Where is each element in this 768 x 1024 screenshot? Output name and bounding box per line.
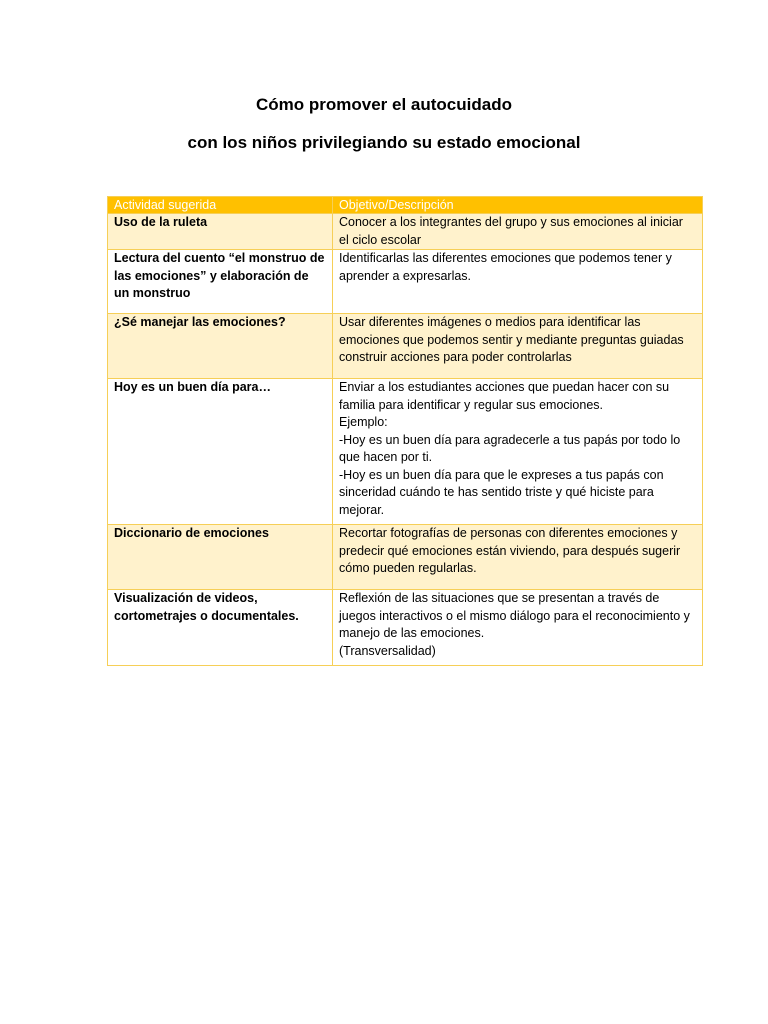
activity-cell: Lectura del cuento “el monstruo de las emociones” y elaboración de un monstruo	[108, 250, 333, 314]
description-text: (Transversalidad)	[339, 643, 436, 658]
description-text: Enviar a los estudiantes acciones que puedan hacer con su familia para identificar y regular sus emociones.	[339, 380, 670, 412]
header-activity: Actividad sugerida	[108, 197, 333, 214]
table-header-row	[108, 197, 703, 214]
table-row	[108, 379, 703, 525]
activity-cell: Visualización de videos, cortometrajes o documentales.	[108, 590, 333, 666]
description-text: Usar diferentes imágenes o medios para identificar las emociones que podemos sentir y mediante preguntas guiadas construir acciones para poder controlarlas	[339, 315, 684, 364]
description-text: -Hoy es un buen día para que le expreses a tus papás con sinceridad cuándo te has sentido triste y qué hiciste para mejorar.	[339, 467, 664, 517]
table-row	[108, 250, 703, 314]
description-text: -Hoy es un buen día para agradecerle a tus papás por todo lo que hacen por ti.	[339, 432, 681, 464]
description-cell	[333, 214, 703, 250]
table-row	[108, 590, 703, 666]
description-text: Identificarlas las diferentes emociones que podemos tener y aprender a expresarlas.	[339, 251, 672, 283]
table-row	[108, 314, 703, 379]
description-text: Ejemplo:	[339, 415, 388, 429]
page-title-line-2: con los niños privilegiando su estado emocional	[187, 133, 581, 152]
table-row	[108, 214, 703, 250]
activity-cell: ¿Sé manejar las emociones?	[108, 314, 333, 379]
activity-cell: Uso de la ruleta	[108, 214, 333, 250]
page-title-line-1: Cómo promover el autocuidado	[256, 95, 512, 114]
description-text: Conocer a los integrantes del grupo y sus emociones al iniciar el ciclo escolar	[339, 215, 683, 247]
description-cell	[333, 525, 703, 590]
description-cell	[333, 379, 703, 525]
table-row	[108, 525, 703, 590]
activities-table	[107, 196, 703, 666]
description-cell	[333, 314, 703, 379]
description-cell	[333, 590, 703, 666]
activity-cell: Diccionario de emociones	[108, 525, 333, 590]
activity-cell: Hoy es un buen día para…	[108, 379, 333, 525]
description-text: Recortar fotografías de personas con diferentes emociones y predecir qué emociones están viviendo, para después sugerir cómo pueden regularlas.	[339, 526, 681, 575]
description-cell	[333, 250, 703, 314]
description-text: Reflexión de las situaciones que se presentan a través de juegos interactivos o el mismo diálogo para el reconocimiento y manejo de las emociones.	[339, 591, 690, 640]
header-objective: Objetivo/Descripción	[333, 197, 703, 214]
